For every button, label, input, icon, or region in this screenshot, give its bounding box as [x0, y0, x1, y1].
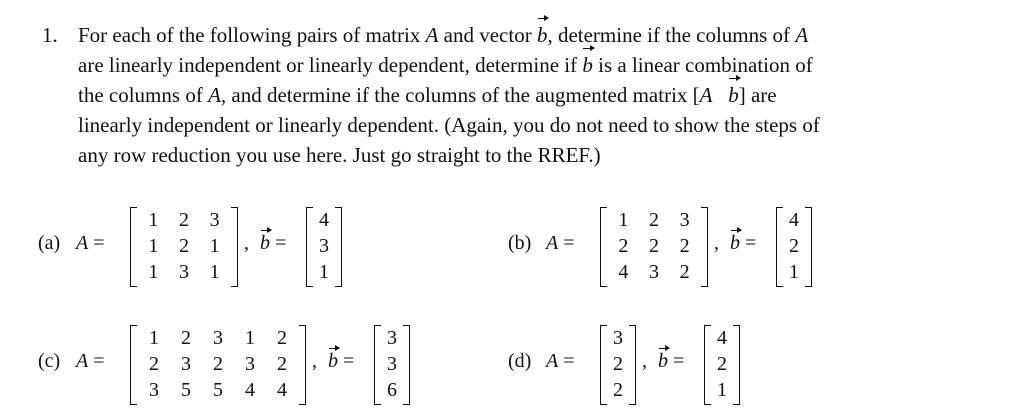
vector-b: 3 3 6 [374, 325, 410, 405]
comma: , [312, 350, 317, 372]
part-label: (b) [508, 232, 532, 254]
vector-symbol: b [328, 350, 338, 372]
vector-symbol: b [658, 350, 668, 372]
equals-sign: = [745, 232, 757, 254]
part-d [508, 322, 808, 408]
comma: , [244, 232, 249, 254]
statement-line-4: linearly independent or linearly dependent. (Again, you do not need to show the steps of [78, 113, 820, 137]
vector-symbol: b [260, 232, 270, 254]
part-label: (c) [38, 350, 61, 372]
equals-sign: = [563, 350, 575, 372]
vector-b: 4 2 1 [704, 325, 740, 405]
equals-sign: = [673, 350, 685, 372]
matrix-A: 1 2 3 1 2 2 3 2 3 2 3 5 5 4 4 [130, 325, 306, 405]
part-a [38, 204, 398, 290]
vector-b: 4 3 1 [306, 207, 342, 287]
matrix-symbol: A [546, 232, 559, 254]
part-label: (d) [508, 350, 532, 372]
statement-line-2: are linearly independent or linearly dependent, determine if b is a linear combination of [78, 50, 968, 80]
problem-number: 1. [42, 23, 58, 47]
part-b [508, 204, 868, 290]
comma: , [642, 350, 647, 372]
statement-line-5: any row reduction you use here. Just go straight to the RREF.) [78, 143, 601, 167]
equals-sign: = [343, 350, 355, 372]
part-label: (a) [38, 232, 61, 254]
equals-sign: = [275, 232, 287, 254]
vector-b: 4 2 1 [776, 207, 812, 287]
equals-sign: = [93, 232, 105, 254]
matrix-symbol: A [76, 232, 89, 254]
comma: , [714, 232, 719, 254]
matrix-A: 1 2 3 1 2 1 1 3 1 [130, 207, 238, 287]
matrix-symbol: A [76, 350, 89, 372]
matrix-symbol: A [546, 350, 559, 372]
part-c [38, 322, 458, 408]
vector-symbol: b [730, 232, 740, 254]
matrix-A: 3 2 2 [600, 325, 636, 405]
equals-sign: = [563, 232, 575, 254]
problem-statement [78, 20, 968, 170]
matrix-A: 1 2 3 2 2 2 4 3 2 [600, 207, 708, 287]
statement-line-1: For each of the following pairs of matrix A and vector b, determine if the columns of A [78, 20, 968, 50]
equals-sign: = [93, 350, 105, 372]
statement-line-3: the columns of A, and determine if the columns of the augmented matrix [A b] are [78, 80, 968, 110]
